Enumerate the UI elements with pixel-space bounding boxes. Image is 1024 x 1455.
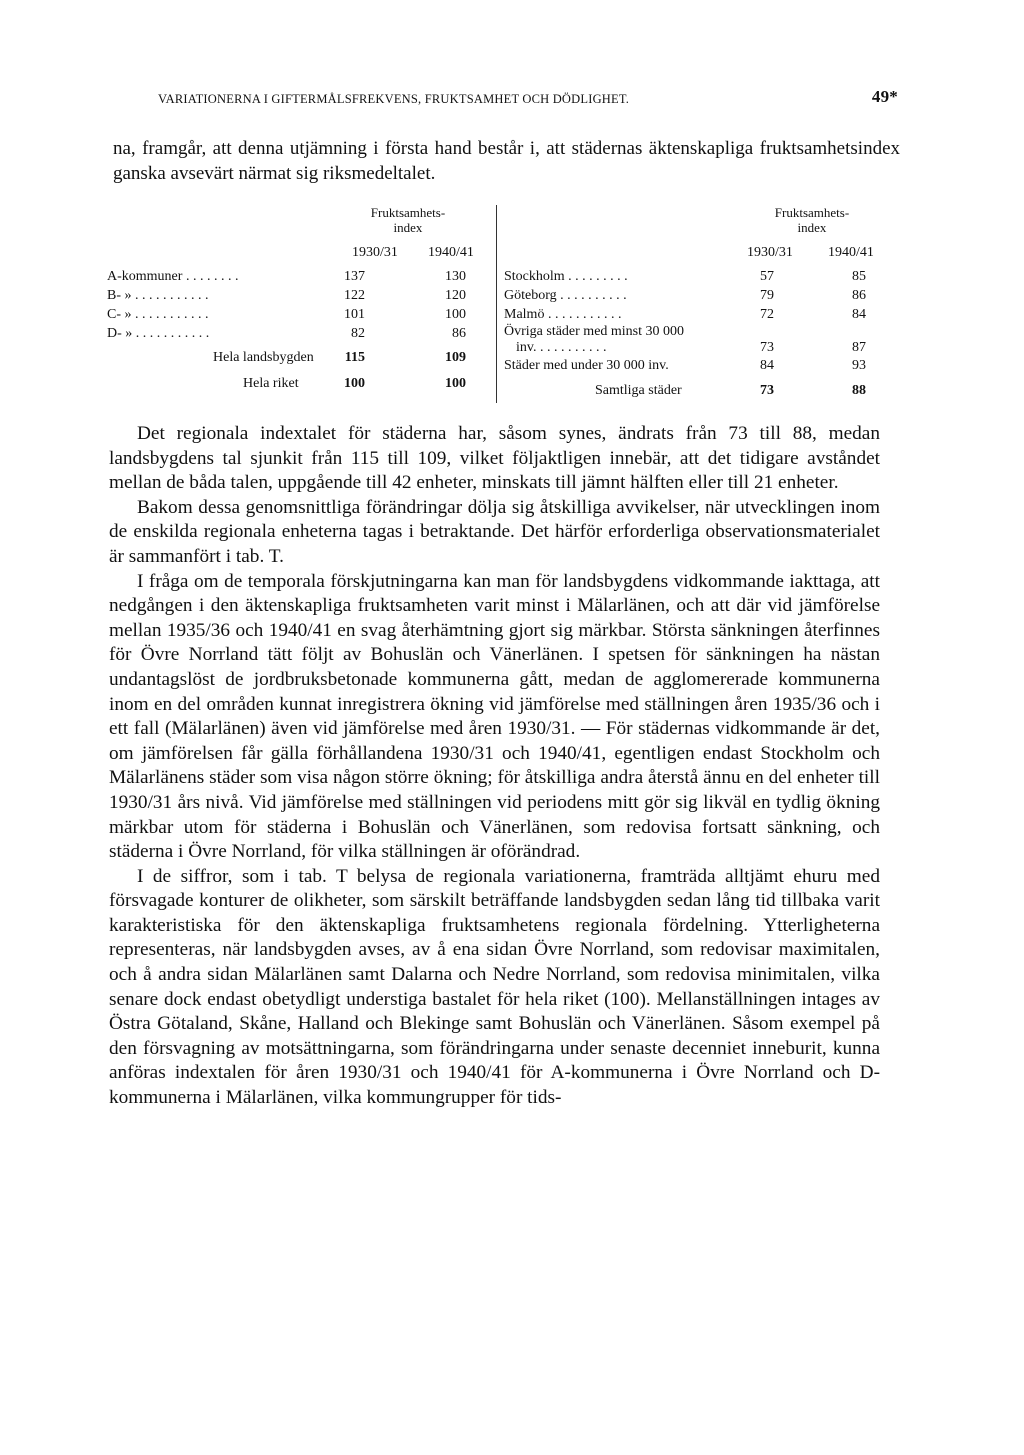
cell-value: 137 — [344, 269, 365, 284]
cell-value: 120 — [445, 288, 466, 303]
right-col2-header: 1940/41 — [828, 245, 874, 260]
paragraph: Det regionala indextalet för städerna har, såsom synes, ändrats från 73 till 88, medan landsbygdens tal sjunkit från 115 till 109, vilket följaktligen innebär, att det tidigare avståndet mellan de båda talen, uppgående till 42 enheter, minskats till jämnt hälften eller till 21 enheter. — [109, 423, 880, 494]
right-col1-header: 1930/31 — [747, 245, 793, 260]
cell-value: 57 — [760, 269, 774, 284]
page-number: 49* — [871, 87, 898, 106]
left-col2-header: 1940/41 — [428, 245, 474, 260]
body-text — [109, 422, 880, 1111]
cell-value: 115 — [344, 350, 365, 365]
intro-paragraph — [113, 136, 900, 186]
row-label: C- » — [107, 307, 132, 322]
table-row: Malmö . . . . . . . . . . . — [504, 307, 622, 322]
cell-value: 72 — [760, 307, 774, 322]
cell-value: 93 — [852, 358, 866, 373]
cell-value: 73 — [760, 340, 774, 355]
table-row — [504, 356, 669, 375]
cell-value: 109 — [445, 350, 466, 365]
paragraph: I fråga om de temporala förskjutningarna kan man för landsbygdens vidkommande iakttaga, att nedgången i den äktenskapliga fruktsamheten varit minst i Mälarlänen, och att där vid jämförelse mellan 1935/36 och 1940/41 en svag återhämtning gjort sig märkbar. Största sänkningen återfinnes för Övre Norrland tätt följt av Bohuslän och Vänerlänen. I spetsen för sänkningen ha nästan undantagslöst de jordbruksbetonade kommunerna gått, medan de agglomererade kommunerna inom en del områden kunnat inregistrera ökning vid jämförelse med ställningen åren 1935/36 och i ett fall (Mälarlänen) även vid jämförelse med åren 1930/31. — För städernas vidkommande är det, om jämförelsen får gälla förhållandena 1930/31 och 1940/41, egentligen endast Stockholm och Mälarlänens städer som visa någon större ökning; för åtskilliga andra återstå ännu en del enheter till 1930/31 års nivå. Vid jämförelse med ställningen vid periodens mitt gör sig likväl en tydlig ökning märkbar utom för städerna i Bohuslän och Vänerlänen, som redovisa fortsatt sänkning, och städerna i Övre Norrland, för vilka ställningen är oförändrad. — [109, 570, 880, 863]
cell-value: 73 — [760, 383, 774, 398]
cell-value: 101 — [344, 307, 365, 322]
cell-value: 88 — [852, 383, 866, 398]
table-row: D- » . . . . . . . . . . . — [107, 326, 210, 341]
row-label: Städer med under 30 000 inv. — [504, 358, 669, 373]
intro-text: na, framgår, att denna utjämning i första hand består i, att städernas äktenskapliga fruktsamhetsindex ganska avsevärt närmat sig riksmedeltalet. — [113, 138, 900, 184]
row-label: A-kommuner — [107, 269, 183, 284]
cell-value: 84 — [760, 358, 774, 373]
cell-value: 86 — [852, 288, 866, 303]
table-divider — [496, 205, 497, 403]
row-label: Stockholm — [504, 269, 565, 284]
left-col1-header: 1930/31 — [352, 245, 398, 260]
cell-value: 100 — [445, 307, 466, 322]
total-row-label: Hela landsbygden — [213, 350, 314, 365]
cell-value: 100 — [344, 376, 365, 391]
running-title: VARIATIONERNA I GIFTERMÅLSFREKVENS, FRUKTSAMHET OCH DÖDLIGHET. — [158, 92, 630, 106]
table-row: C- » . . . . . . . . . . . — [107, 307, 209, 322]
table-row: A-kommuner . . . . . . . . — [107, 269, 239, 284]
cell-value: 79 — [760, 288, 774, 303]
right-table-heading: Fruktsamhets- index — [774, 205, 850, 235]
row-label: D- » — [107, 326, 133, 341]
row-label: inv. — [516, 340, 537, 355]
cell-value: 87 — [852, 340, 866, 355]
paragraph: I de siffror, som i tab. T belysa de regionala variationerna, framträda alltjämt ehuru med försvagade konturer de olikheter, som särskilt beträffande landsbygden sedan lång tid tillbaka varit karakteristiska för den äktenskapliga fruktsamhetens regionala fördelning. Ytterligheterna representeras, när landsbygden avses, av å ena sidan Övre Norrland, som redovisar maximitalen, och å andra sidan Mälarlänen samt Dalarna och Nedre Norrland, som redovisa minimitalen, vilka senare dock endast obetydligt understiga bastalet för hela riket (100). Mellanställningen intages av Östra Götaland, Skåne, Halland och Blekinge samt Bohuslän och Vänerlänen. Såsom exempel på den försvagning av motsättningarna, som förändringarna under senaste decenniet inneburit, kunna anföras indextalen för åren 1930/31 och 1940/41 för A-kommunerna i Övre Norrland och D-kommunerna i Mälarlänen, vilka kommungrupper för tids- — [109, 865, 880, 1109]
cell-value: 100 — [445, 376, 466, 391]
table-row: B- » . . . . . . . . . . . — [107, 288, 209, 303]
total-row-label: Samtliga städer — [595, 383, 682, 398]
cell-value: 85 — [852, 269, 866, 284]
cell-value: 82 — [351, 326, 365, 341]
table-row-continuation: inv. . . . . . . . . . . — [516, 340, 607, 355]
cell-value: 130 — [445, 269, 466, 284]
row-label: Malmö — [504, 307, 545, 322]
table-row: Göteborg . . . . . . . . . . — [504, 288, 627, 303]
total-row-label: Hela riket — [243, 376, 299, 391]
row-label: B- » — [107, 288, 132, 303]
row-label: Övriga städer med minst 30 000 — [504, 324, 685, 339]
table-row: Stockholm . . . . . . . . . — [504, 269, 628, 284]
paragraph: Bakom dessa genomsnittliga förändringar dölja sig åtskilliga avvikelser, när utvecklingen inom de enskilda regionala enheterna tagas i betraktande. Det härför erforderliga observationsmaterialet är sammanfört i tab. T. — [109, 496, 880, 567]
left-table-heading: Fruktsamhets- index — [370, 205, 446, 235]
row-label: Göteborg — [504, 288, 557, 303]
cell-value: 86 — [452, 326, 466, 341]
cell-value: 122 — [344, 288, 365, 303]
running-header — [158, 87, 898, 107]
cell-value: 84 — [852, 307, 866, 322]
